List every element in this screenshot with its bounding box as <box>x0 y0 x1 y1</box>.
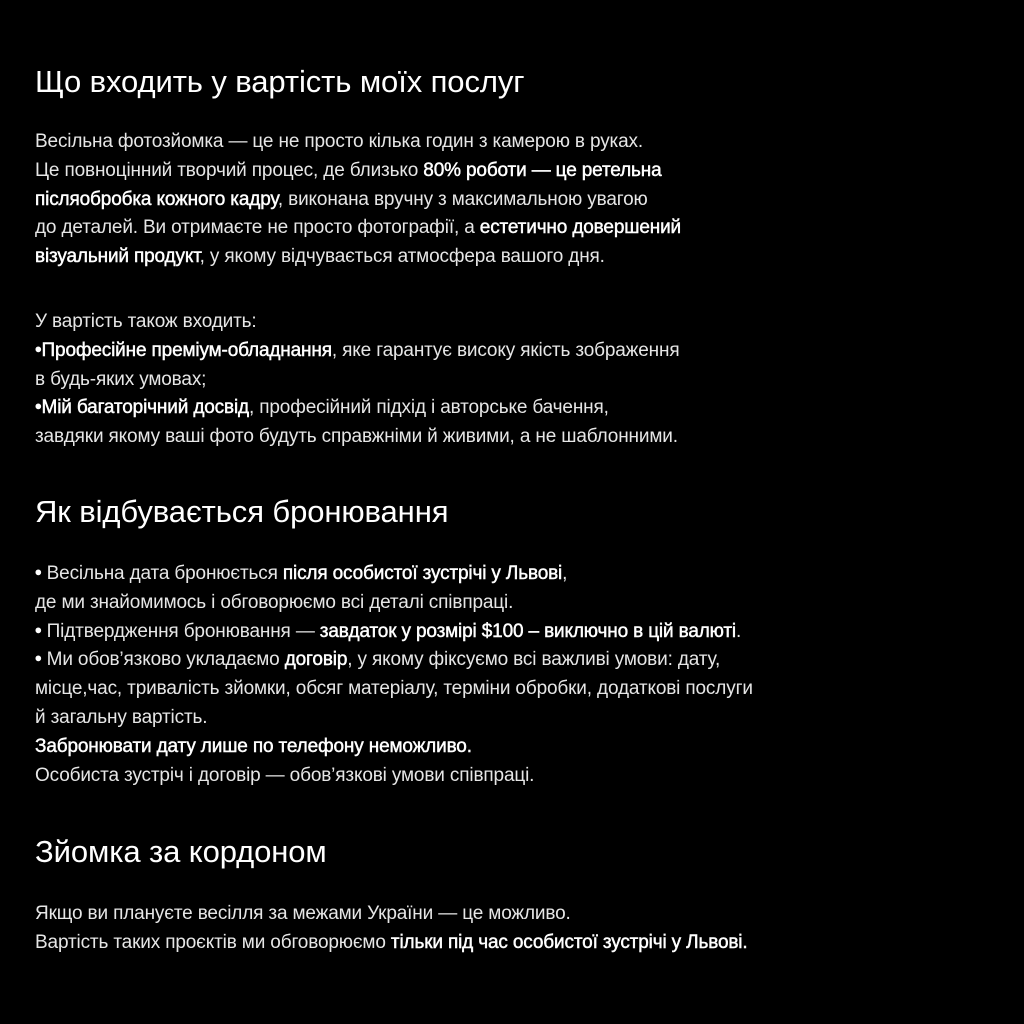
text: місце,час, тривалість зйомки, обсяг матеріалу, терміни обробки, додаткові послуги <box>35 678 753 700</box>
text-line <box>35 243 1004 272</box>
booking-warning: Забронювати дату лише по телефону неможливо. <box>35 735 472 757</box>
emphasis-text: тільки під час особистої зустрічі у Львові. <box>390 931 748 953</box>
text: в будь-яких умовах; <box>35 368 207 390</box>
text-line <box>35 157 1004 186</box>
text: Весільна дата бронюється <box>41 563 283 584</box>
list-item <box>35 646 1004 675</box>
text: до деталей. Ви отримаєте не просто фотографії, а <box>35 217 480 239</box>
text-line <box>35 675 1004 704</box>
emphasis-text: післяобробка кожного кадру <box>35 188 278 210</box>
bullet-icon: • <box>35 397 42 419</box>
emphasis-text: візуальний продукт <box>35 246 200 268</box>
text: , у якому відчувається атмосфера вашого дня. <box>199 246 605 268</box>
text: , у якому фіксуємо всі важливі умови: дату, <box>347 649 721 671</box>
emphasis-text: Мій багаторічний досвід <box>41 397 249 419</box>
list-item <box>35 560 1004 589</box>
text: Весільна фотозйомка — це не просто кілька годин з камерою в руках. <box>35 131 644 152</box>
text: Якщо ви плануєте весілля за межами України — це можливо. <box>35 903 571 924</box>
text: Це повноцінний творчий процес, де близько <box>35 159 424 181</box>
section-heading-abroad: Зйомка за кордоном <box>35 834 327 869</box>
text: У вартість також входить: <box>35 311 257 332</box>
text: , професійний підхід і авторське бачення, <box>248 397 609 419</box>
text-line <box>35 128 1004 157</box>
text: , виконана вручну з максимальною увагою <box>277 188 648 210</box>
text-line <box>35 900 1004 929</box>
text-line <box>35 366 1004 395</box>
text-line <box>35 589 1004 618</box>
text: й загальну вартість. <box>35 706 208 728</box>
bullet-icon: • <box>35 563 42 584</box>
emphasis-text: Професійне преміум-обладнання <box>41 339 332 361</box>
pricing-intro-paragraph <box>35 128 1004 272</box>
emphasis-text: 80% роботи — це ретельна <box>423 159 662 181</box>
emphasis-text: після особистої зустрічі у Львові <box>282 563 563 584</box>
emphasis-text: естетично довершений <box>479 217 682 239</box>
list-intro <box>35 308 1004 337</box>
text: Підтвердження бронювання — <box>41 620 320 642</box>
text: де ми знайомимось і обговорюємо всі деталі співпраці. <box>35 591 514 613</box>
list-item <box>35 394 1004 423</box>
text-line <box>35 186 1004 215</box>
bullet-icon: • <box>35 620 42 642</box>
text: Вартість таких проєктів ми обговорюємо <box>35 931 391 953</box>
booking-note: Особиста зустріч і договір — обов’язкові умови співпраці. <box>35 764 535 786</box>
bullet-icon: • <box>35 649 42 671</box>
section-heading-booking: Як відбувається бронювання <box>35 494 449 529</box>
text: Ми обов’язково укладаємо <box>41 649 285 671</box>
text: , <box>562 563 568 584</box>
booking-steps-list <box>35 560 1004 790</box>
text: , яке гарантує високу якість зображення <box>331 339 680 361</box>
list-item <box>35 337 1004 366</box>
text-line <box>35 214 1004 243</box>
text-line <box>35 704 1004 733</box>
text-line <box>35 423 1004 452</box>
emphasis-text: завдаток у розмірі $100 – виключно в цій валюті <box>319 620 736 642</box>
bullet-icon: • <box>35 339 42 361</box>
text: . <box>736 620 742 642</box>
abroad-paragraph <box>35 900 1004 958</box>
text-line <box>35 929 1004 958</box>
emphasis-text: договір <box>284 649 348 671</box>
list-item <box>35 618 1004 647</box>
text: завдяки якому ваші фото будуть справжніми й живими, а не шаблонними. <box>35 426 678 448</box>
pricing-includes-list <box>35 308 1004 452</box>
section-heading-pricing: Що входить у вартість моїх послуг <box>35 64 525 99</box>
